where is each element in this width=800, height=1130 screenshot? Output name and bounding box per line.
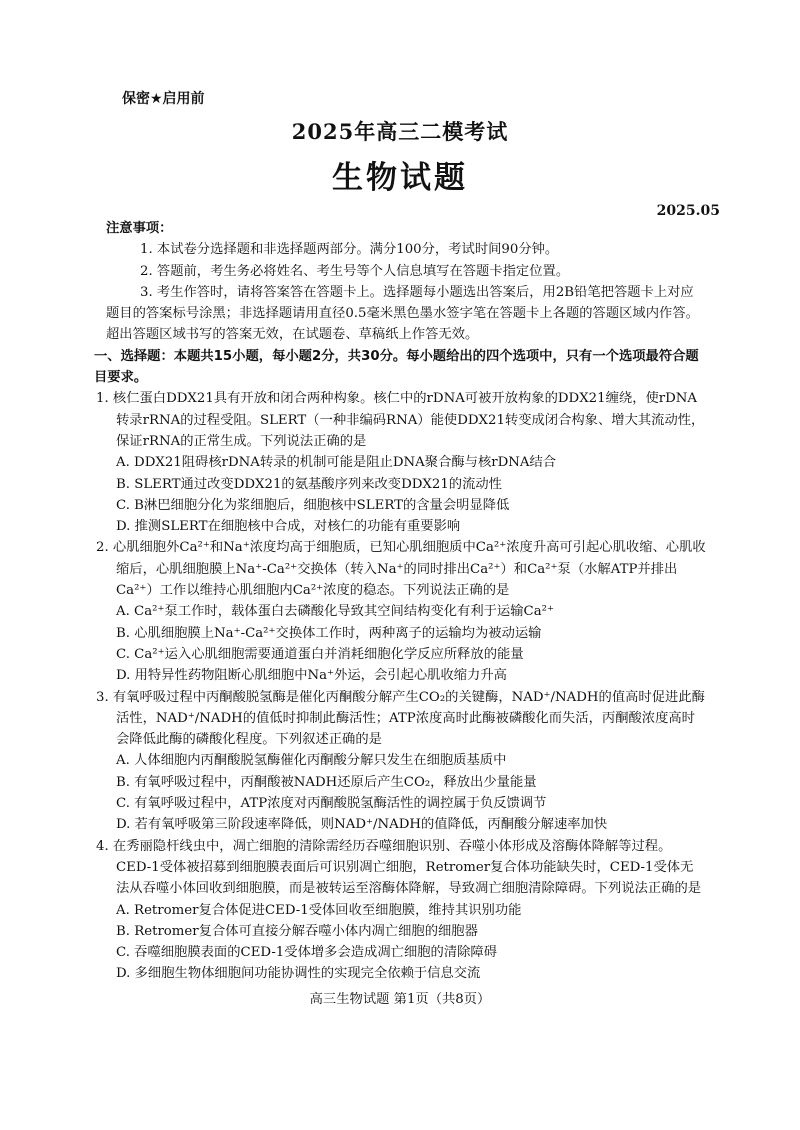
question-option: C. Ca²⁺运入心肌细胞需要通道蛋白并消耗细胞化学反应所释放的能量 [116,646,524,662]
notice-item-1: 1. 本试卷分选择题和非选择题两部分。满分100分，考试时间90分钟。 [140,242,559,258]
question-option: B. Retromer复合体可直接分解吞噬小体内凋亡细胞的细胞器 [116,923,478,939]
question-option: A. DDX21阻碍核rDNA转录的机制可能是阻止DNA聚合酶与核rDNA结合 [116,455,557,471]
page-footer: 高三生物试题 第1页（共8页） [309,992,491,1007]
notice-title: 注意事项： [106,221,173,236]
notice-item-2: 2. 答题前，考生务必将姓名、考生号等个人信息填写在答题卡指定位置。 [140,263,570,279]
subject-title: 生物试题 [332,160,468,196]
question-stem: 2. 心肌细胞外Ca²⁺和Na⁺浓度均高于细胞质，已知心肌细胞质中Ca²⁺浓度升高可引起心肌收缩、心肌收缩后，心肌细胞膜上Na⁺-Ca²⁺交换体（转入Na⁺的同时排出Ca²⁺）和Ca²⁺泵（水解ATP并排出Ca²⁺）工作以维持心肌细胞内Ca²⁺浓度的稳态。下列说法正确的是 [96,540,706,599]
question-option: D. 若有氧呼吸第三阶段速率降低，则NAD⁺/NADH的值降低，丙酮酸分解速率加快 [116,817,608,833]
question-option: B. 有氧呼吸过程中，丙酮酸被NADH还原后产生CO₂，释放出少量能量 [116,774,537,790]
question-option: D. 用特异性药物阻断心肌细胞中Na⁺外运，会引起心肌收缩力升高 [116,668,507,684]
question-option: A. 人体细胞内丙酮酸脱氢酶催化丙酮酸分解只发生在细胞质基质中 [116,753,507,769]
question-option: D. 推测SLERT在细胞核中合成，对核仁的功能有重要影响 [116,519,461,535]
question-option: C. B淋巴细胞分化为浆细胞后，细胞核中SLERT的含量会明显降低 [116,497,510,513]
section-title: 一、选择题：本题共15小题，每小题2分，共30分。每小题给出的四个选项中，只有一个选项最符合题目要求。 [94,348,699,386]
exam-date: 2025.05 [656,203,720,219]
exam-title: 2025年高三二模考试 [291,119,509,144]
question-stem: 4. 在秀丽隐杆线虫中，凋亡细胞的清除需经历吞噬细胞识别、吞噬小体形成及溶酶体降解等过程。CED-1受体被招募到细胞膜表面后可识别凋亡细胞，Retromer复合体功能缺失时，CED-1受体无法从吞噬小体回收到细胞膜，而是被转运至溶酶体降解，导致凋亡细胞清除障碍。下列说法正确的是 [96,838,702,897]
question-option: A. Retromer复合体促进CED-1受体回收至细胞膜，维持其识别功能 [116,902,522,918]
confidential-label: 保密★启用前 [122,91,205,107]
notice-item-3: 3. 考生作答时，请将答案答在答题卡上。选择题每小题选出答案后，用2B铅笔把答题卡上对应题目的答案标号涂黑；非选择题请用直径0.5毫米黑色墨水签字笔在答题卡上各题的答题区域内作答。超出答题区域书写的答案无效，在试题卷、草稿纸上作答无效。 [106,284,699,343]
question-option: C. 吞噬细胞膜表面的CED-1受体增多会造成凋亡细胞的清除障碍 [116,945,498,961]
question-option: A. Ca²⁺泵工作时，载体蛋白去磷酸化导致其空间结构变化有利于运输Ca²⁺ [116,604,554,620]
question-option: B. SLERT通过改变DDX21的氨基酸序列来改变DDX21的流动性 [116,476,502,492]
question-option: C. 有氧呼吸过程中，ATP浓度对丙酮酸脱氢酶活性的调控属于负反馈调节 [116,796,547,812]
exam-body [94,218,706,985]
question-stem: 3. 有氧呼吸过程中丙酮酸脱氢酶是催化丙酮酸分解产生CO₂的关键酶，NAD⁺/NADH的值高时促进此酶活性，NAD⁺/NADH的值低时抑制此酶活性；ATP浓度高时此酶被磷酸化而失活，丙酮酸浓度高时会降低此酶的磷酸化程度。下列叙述正确的是 [96,689,705,748]
question-option: D. 多细胞生物体细胞间功能协调性的实现完全依赖于信息交流 [116,966,481,982]
question-option: B. 心肌细胞膜上Na⁺-Ca²⁺交换体工作时，两种离子的运输均为被动运输 [116,625,542,641]
question-stem: 1. 核仁蛋白DDX21具有开放和闭合两种构象。核仁中的rDNA可被开放构象的DDX21缠绕，使rDNA转录rRNA的过程受阻。SLERT（一种非编码RNA）能使DDX21转变成闭合构象、增大其流动性，保证rRNA的正常生成。下列说法正确的是 [96,391,705,449]
